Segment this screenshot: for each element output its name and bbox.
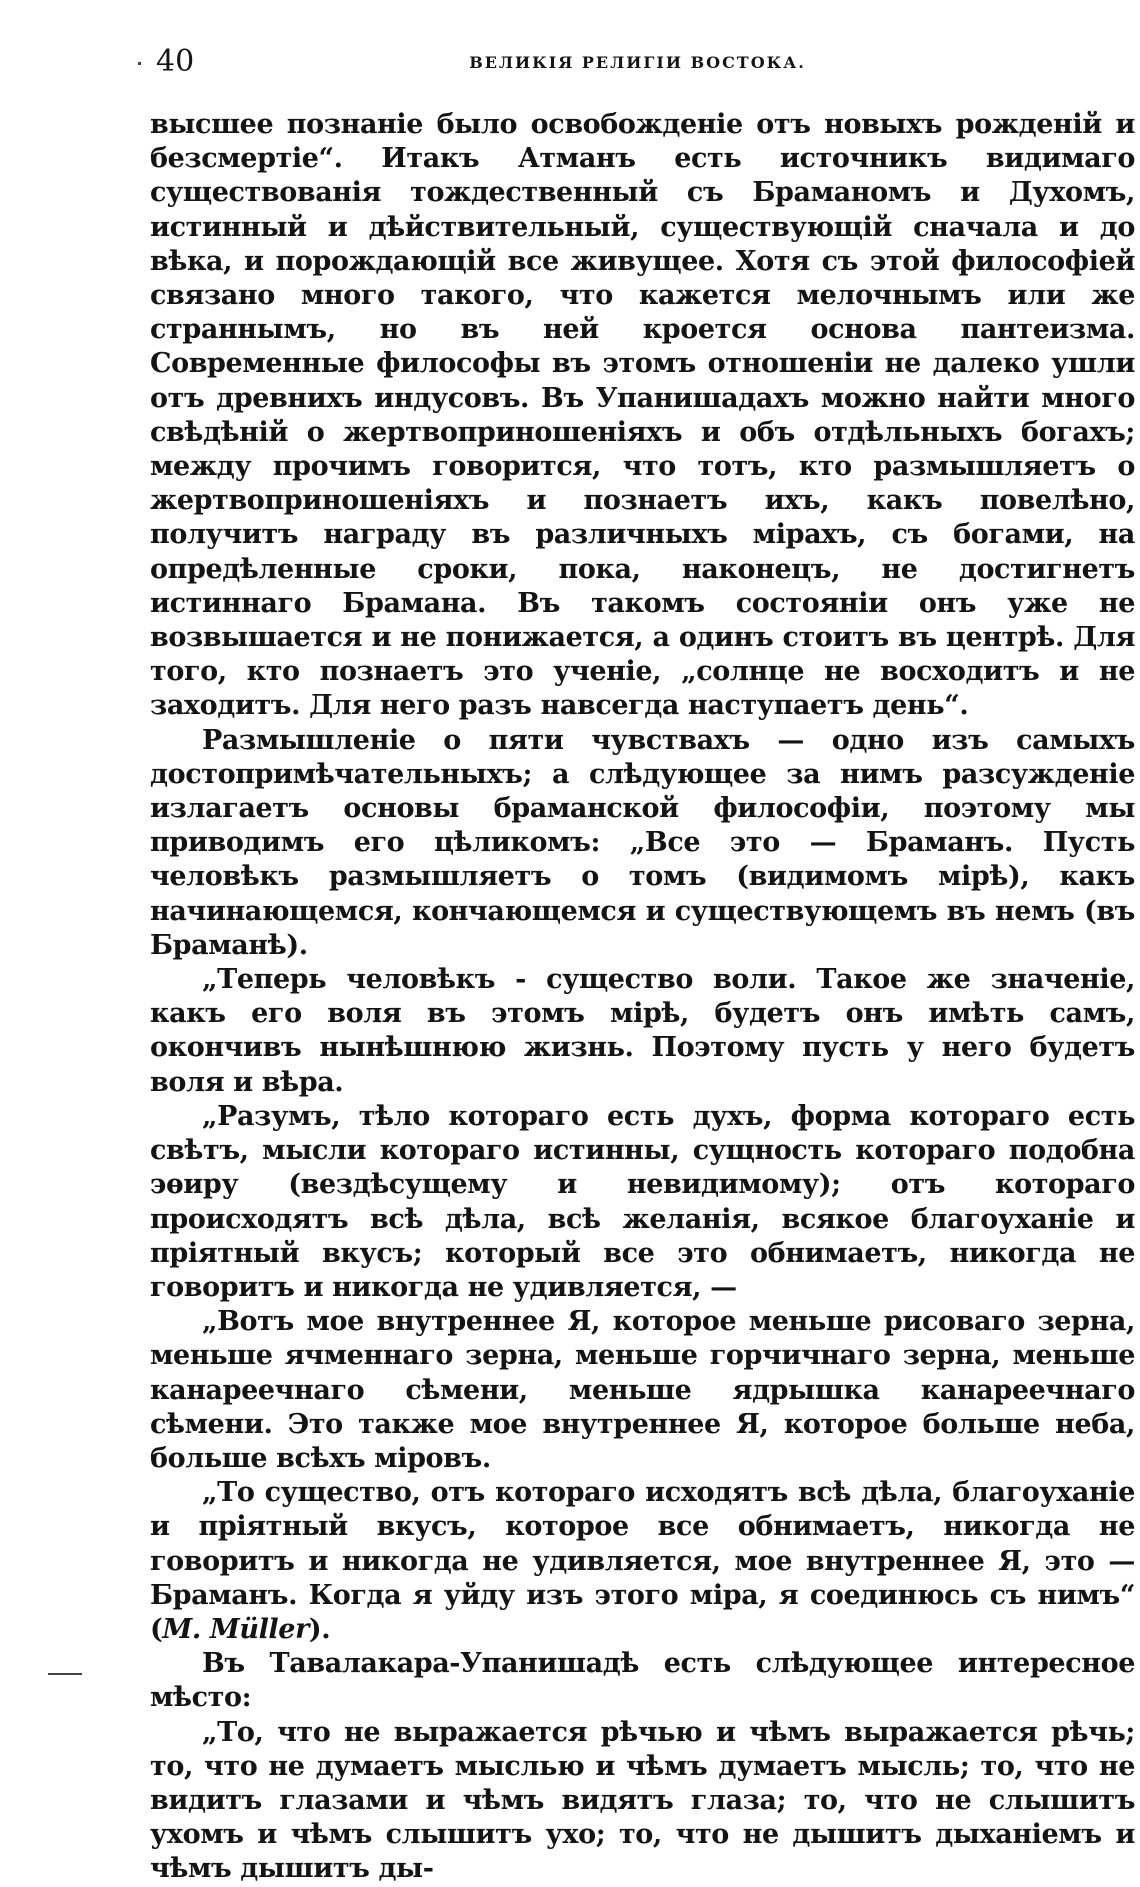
paragraph <box>150 1476 1135 1647</box>
margin-dash <box>48 1673 82 1675</box>
paragraph: Размышленіе о пяти чувствахъ — одно изъ самыхъ достопримѣчательныхъ; а слѣдующее за нимъ разсужденіе излагаетъ основы браманской философіи, поэтому мы приводимъ его цѣликомъ: „Все это — Браманъ. Пусть человѣкъ размышляетъ о томъ (видимомъ мірѣ), какъ начинающемся, кончающемся и существующемъ въ немъ (въ Браманѣ). <box>150 724 1135 961</box>
paragraph: Въ Тавалакара-Упанишадѣ есть слѣдующее интересное мѣсто: <box>150 1648 1135 1714</box>
margin-dot <box>138 62 141 65</box>
body-text <box>150 108 1135 1887</box>
paragraph: „Разумъ, тѣло котораго есть духъ, форма котораго есть свѣтъ, мысли котораго истинны, сущность котораго подобна эѳиру (вездѣсущему и невидимому); отъ котораго происходятъ всѣ дѣла, всѣ желанія, всякое благоуханіе и пріятный вкусъ; который все это обнимаетъ, никогда не говоритъ и никогда не удивляется, — <box>150 1100 1135 1303</box>
paragraph: высшее познаніе было освобожденіе отъ новыхъ рожденій и безсмертіе“. Итакъ Атманъ есть источникъ видимаго существованія тождественный съ Браманомъ и Духомъ, истинный и дѣйствительный, существующій сначала и до вѣка, и порождающій все живущее. Хотя съ этой философіей связано много такого, что кажется мелочнымъ или же страннымъ, но въ ней кроется основа пантеизма. Современные философы въ этомъ отношеніи не далеко ушли отъ древнихъ индусовъ. Въ Упанишадахъ можно найти много свѣдѣній о жертвоприношеніяхъ и объ отдѣльныхъ богахъ; между прочимъ говорится, что тотъ, кто размышляетъ о жертвоприношеніяхъ и познаетъ ихъ, какъ повелѣно, получитъ награду въ различныхъ мірахъ, съ богами, на опредѣленные сроки, пока, наконецъ, не достигнетъ истиннаго Брамана. Въ такомъ состояніи онъ уже не возвышается и не понижается, а одинъ стоитъ въ центрѣ. Для того, кто познаетъ это ученіе, „солнце не восходитъ и не заходитъ. Для него разъ навсегда наступаетъ день“. <box>150 109 1135 722</box>
paragraph-tail: ). <box>308 1613 331 1645</box>
paragraph: „Теперь человѣкъ - существо воли. Такое же значеніе, какъ его воля въ этомъ мірѣ, будетъ онъ имѣть самъ, окончивъ нынѣшнюю жизнь. Поэтому пусть у него будетъ воля и вѣра. <box>150 964 1135 1098</box>
page-number: 40 <box>156 44 195 79</box>
page-header <box>150 42 1125 82</box>
author-citation: M. Müller <box>162 1613 309 1645</box>
paragraph: „То, что не выражается рѣчью и чѣмъ выражается рѣчь; то, что не думаетъ мыслью и чѣмъ думаетъ мысль; то, что не видитъ глазами и чѣмъ видятъ глаза; то, что не слышитъ ухомъ и чѣмъ слышитъ ухо; то, что не дышитъ дыханіемъ и чѣмъ дышитъ ды- <box>150 1716 1135 1885</box>
paragraph: „Вотъ мое внутреннее Я, которое меньше рисоваго зерна, меньше ячменнаго зерна, меньше горчичнаго зерна, меньше канареечнаго сѣмени, меньше ядрышка канареечнаго сѣмени. Это также мое внутреннее Я, которое больше неба, больше всѣхъ міровъ. <box>150 1306 1135 1474</box>
running-title: ВЕЛИКІЯ РЕЛИГІИ ВОСТОКА. <box>469 53 806 72</box>
paragraph-text: „То существо, отъ котораго исходятъ всѣ дѣла, благоуханіе и пріятный вкусъ, которое все обнимаетъ, никогда не говоритъ и никогда не удивляется, мое внутреннее Я, это — Браманъ. Когда я уйду изъ этого міра, я соединюсь съ нимъ“ ( <box>150 1477 1135 1645</box>
